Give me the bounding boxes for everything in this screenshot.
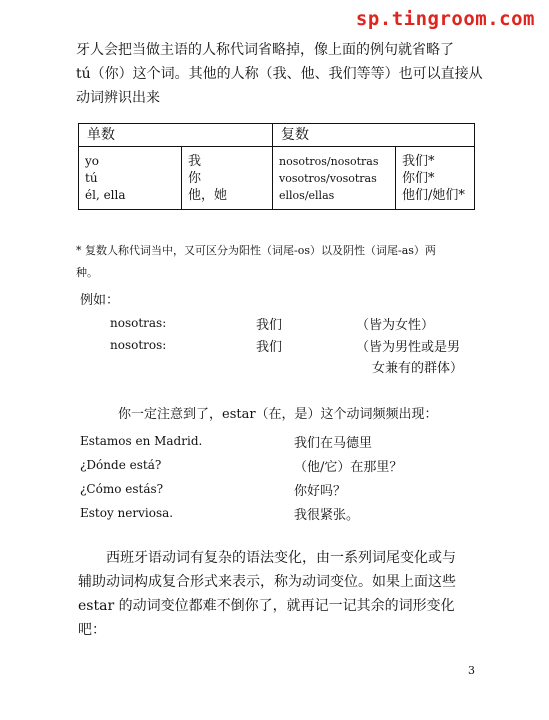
watermark-logo: sp.tingroom.com	[355, 8, 535, 30]
footnote-line: 种。	[76, 266, 98, 279]
example-note: （皆为男性或是男	[356, 340, 461, 355]
example-chinese: 我们	[256, 318, 283, 333]
pronoun-zh: 我们*	[402, 154, 435, 169]
footnote	[76, 240, 496, 284]
phrase-chinese: 我们在马德里	[294, 436, 373, 451]
estar-intro: 你一定注意到了，estar（在，是）这个动词频频出现：	[118, 407, 438, 422]
pronoun-zh: 你们*	[402, 171, 435, 186]
plural-spanish-cell	[273, 147, 396, 210]
pronoun-zh: 你	[188, 171, 202, 186]
closing-line: estar 的动词变位都难不倒你了，就再记一记其余的词形变化	[78, 598, 455, 614]
intro-line: 动词辨识出来	[76, 90, 160, 106]
page-number: 3	[468, 664, 475, 677]
singular-chinese-cell	[182, 147, 273, 210]
pronoun-zh: 他们/她们*	[402, 188, 465, 203]
phrase-chinese: 我很紧张。	[294, 508, 360, 523]
phrase-spanish: Estamos en Madrid.	[80, 434, 203, 448]
pronoun-es: nosotros/nosotras	[279, 155, 379, 168]
intro-line: tú（你）这个词。其他的人称（我、他、我们等等）也可以直接从	[76, 66, 483, 82]
pronoun-zh: 我	[188, 154, 202, 169]
intro-line: 牙人会把当做主语的人称代词省略掉，像上面的例句就省略了	[76, 42, 454, 58]
closing-paragraph	[78, 546, 498, 642]
singular-spanish-cell	[79, 147, 182, 210]
phrase-spanish: ¿Cómo estás?	[80, 482, 164, 496]
pronoun-table	[78, 123, 475, 210]
example-label: 例如：	[80, 293, 120, 308]
plural-chinese-cell	[396, 147, 475, 210]
pronoun-es: yo	[85, 154, 100, 168]
plural-header: 复数	[273, 124, 475, 147]
phrase-chinese: 你好吗？	[294, 484, 347, 499]
singular-header: 单数	[79, 124, 273, 147]
pronoun-es: ellos/ellas	[279, 189, 335, 202]
pronoun-es: tú	[85, 171, 98, 185]
example-spanish: nosotras:	[110, 316, 167, 330]
example-note: 女兼有的群体）	[372, 361, 464, 376]
closing-line: 西班牙语动词有复杂的语法变化，由一系列词尾变化或与	[106, 550, 456, 566]
phrase-spanish: ¿Dónde está?	[80, 458, 162, 472]
phrase-chinese: （他/它）在那里？	[294, 460, 403, 475]
pronoun-zh: 他，她	[188, 188, 228, 203]
footnote-line: * 复数人称代词当中，又可区分为阳性（词尾-os）以及阴性（词尾-as）两	[76, 244, 436, 257]
closing-line: 辅助动词构成复合形式来表示，称为动词变位。如果上面这些	[78, 574, 456, 590]
closing-line: 吧：	[78, 622, 106, 638]
pronoun-es: vosotros/vosotras	[279, 172, 377, 185]
example-chinese: 我们	[256, 340, 283, 355]
example-spanish: nosotros:	[110, 338, 167, 352]
phrase-spanish: Estoy nerviosa.	[80, 506, 174, 520]
pronoun-es: él, ella	[85, 188, 126, 202]
intro-paragraph	[76, 38, 496, 110]
example-note: （皆为女性）	[356, 318, 435, 333]
